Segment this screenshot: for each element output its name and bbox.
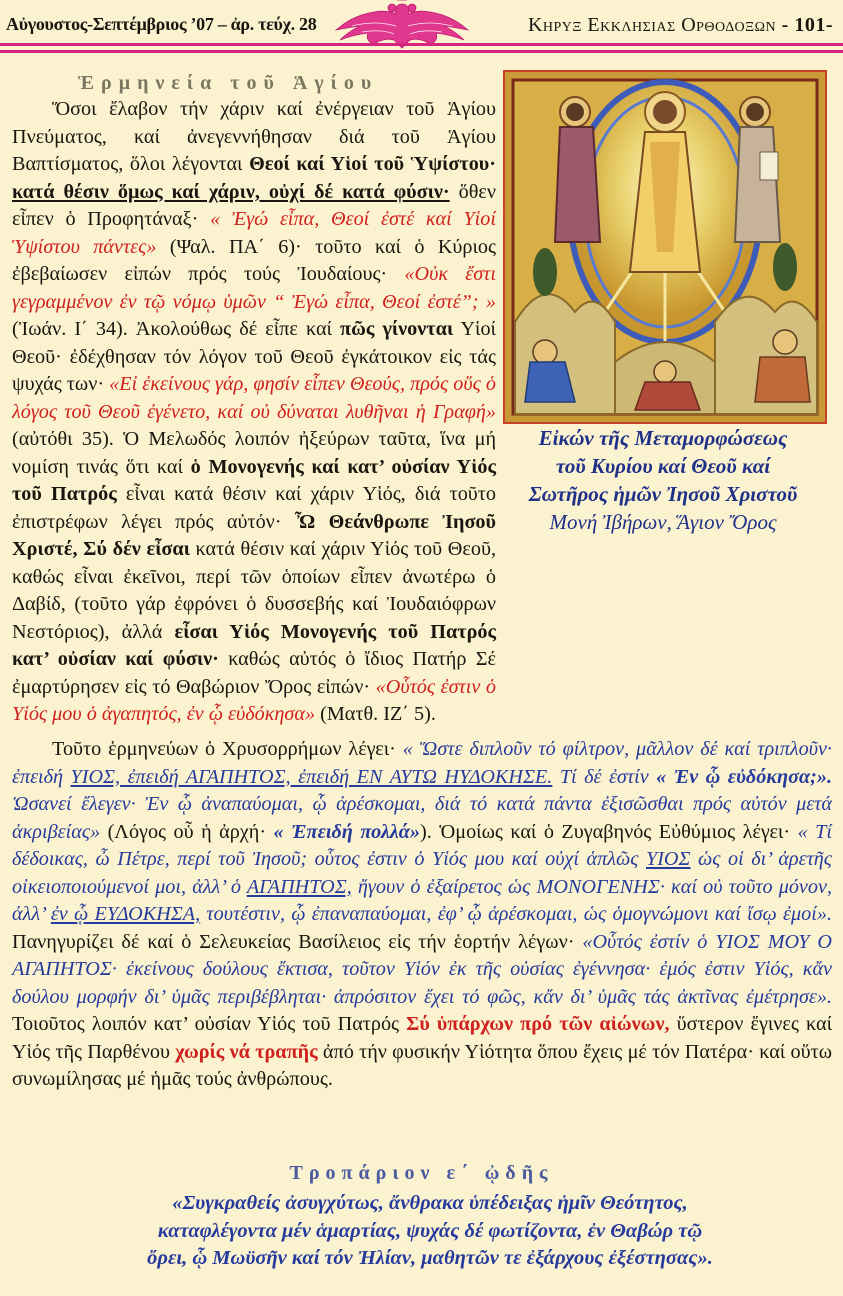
icon-caption	[510, 424, 816, 536]
paragraph-2-column	[12, 736, 832, 1094]
header-rule-lower	[0, 50, 843, 53]
troparion-line-3: ὄρει, ᾧ Μωϋσῆν καί τόν Ἠλίαν, μαθητῶν τε ἐξάρχους ἐξέστησας».	[147, 1247, 713, 1269]
page-header	[0, 0, 843, 52]
page-number: - 101-	[781, 14, 833, 36]
caption-line-2: τοῦ Κυρίου καί Θεοῦ καί	[555, 454, 771, 478]
troparion-line-1: «Συγκραθείς ἀσυγχύτως, ἄνθρακα ὑπέδειξας ἡμῖν Θεότητος,	[172, 1192, 688, 1214]
paragraph-1-column	[12, 96, 496, 729]
caption-line-1: Εἰκών τῆς Μεταμορφώσεως	[538, 426, 788, 450]
issue-info: Αὐγουστος-Σεπτέμβριος ’07 – ἀρ. τεύχ. 28	[6, 14, 317, 34]
journal-title: Κηρυξ Εκκλησιας Ορθοδοξων - 101-	[527, 14, 833, 36]
caption-line-3: Σωτῆρος ἡμῶν Ἰησοῦ Χριστοῦ	[528, 482, 798, 506]
section-title: Ἑρμηνεία τοῦ Ἁγίου	[78, 72, 379, 94]
paragraph-2: Τοῦτο ἑρμηνεύων ὁ Χρυσορρήμων λέγει· « Ὥστε διπλοῦν τό φίλτρον, μᾶλλον δέ καί τριπλοῦν· ἐπειδή ΥΙΟΣ, ἐπειδή ΑΓΑΠΗΤΟΣ, ἐπειδή ΕΝ ΑΥΤΩ ΗΥΔΟΚΗΣΕ. Τί δέ ἐστίν « Ἐν ᾧ εὐδόκησα;». Ὡσανεί ἔλεγεν· Ἐν ᾧ ἀναπαύομαι, ᾧ ἀρέσκομαι, διά τό κατά πάντα ἐξισῶσθαι πρός αὐτόν μετά ἀκριβείας» (Λόγος οὗ ἡ ἀρχή· « Ἐπειδή πολλά»). Ὁμοίως καί ὁ Ζυγαβηνός Εὐθύμιος λέγει· « Τί δέδοικας, ὦ Πέτρε, περί τοῦ Ἰησοῦ; οὗτος ἐστιν ὁ Υἱός μου καί οὐχί ἁπλῶς ΥΙΟΣ ὡς οἱ δι’ ἀρετῆς οἰκειοποιούμενοί μοι, ἀλλ’ ὁ ΑΓΑΠΗΤΟΣ, ἤγουν ὁ ἐξαίρετος ὡς ΜΟΝΟΓΕΝΗΣ· καί οὐ τοῦτο μόνον, ἀλλ’ ἐν ᾧ ΕΥΔΟΚΗΣΑ, τουτέστιν, ᾧ ἐπαναπαύομαι, ἐφ’ ᾧ ἀρέσκομαι, ὡς ὁμογνώμονι καί ἴσῳ ἐμοί». Πανηγυρίζει δέ καί ὁ Σελευκείας Βασίλειος εἰς τήν ἑορτήν λέγων· «Οὗτός ἐστίν ὁ ΥΙΟΣ ΜΟΥ Ο ΑΓΑΠΗΤΟΣ· ἐκείνους δούλους ἔκτισα, τοῦτον Υἱόν ἐκ τῆς οὐσίας ἐγέννησα· ἐμός ἐστιν Υἱός, κἄν δούλου μορφήν δι’ ὑμᾶς περιβέβληται· ἀπρόσιτον ἔχει τό φῶς, κἄν δι’ ὑμᾶς τάς ἀκτῖνας ἐμέτρησε». Τοιοῦτος λοιπόν κατ’ οὐσίαν Υἱός τοῦ Πατρός Σύ ὑπάρχων πρό τῶν αἰώνων, ὕστερον ἔγινες καί Υἱός τῆς Παρθένου χωρίς νά τραπῆς ἀπό τήν φυσικήν Υἱότητα ὅπου ἔχεις μέ τόν Πατέρα· καί οὕτω συνωμίλησας μέ ἡμᾶς τούς ἀνθρώπους.	[12, 738, 833, 1090]
caption-line-4: Μονή Ἰβήρων, Ἅγιον Ὄρος	[549, 510, 777, 534]
transfiguration-icon-image	[503, 70, 827, 424]
troparion-title: Τροπάριον ε΄ ᾠδῆς	[289, 1162, 554, 1184]
paragraph-1: Ὅσοι ἔλαβον τήν χάριν καί ἐνέργειαν τοῦ Ἁγίου Πνεύματος, καί ἀνεγεννήθησαν διά τοῦ Ἁγίου Βαπτίσματος, ὅλοι λέγονται Θεοί καί Υἱοί τοῦ Ὑψίστου· κατά θέσιν ὅμως καί χάριν, οὐχί δέ κατά φύσιν· ὅθεν εἶπεν ὁ Προφητάναξ· « Ἐγώ εἶπα, Θεοί ἐστέ καί Υἱοί Ὑψίστου πάντες» (Ψαλ. ΠΑ΄ 6)· τοῦτο καί ὁ Κύριος ἐβεβαίωσεν εἰπών πρός τούς Ἰουδαίους· «Οὐκ ἔστι γεγραμμένον ἐν τῷ νόμῳ ὑμῶν “ Ἐγώ εἶπα, Θεοί ἐστέ”; » (Ἰωάν. Ι΄ 34). Ἀκολούθως δέ εἶπε καί πῶς γίνονται Υἱοί Θεοῦ· ἐδέχθησαν τόν λόγον τοῦ Θεοῦ ἐγκάτοικον εἰς τάς ψυχάς των· «Εἰ ἐκείνους γάρ, φησίν εἶπεν Θεούς, πρός οὕς ὁ λόγος τοῦ Θεοῦ ἐγένετο, καί οὐ δύναται λυθῆναι ἡ Γραφή» (αὐτόθι 35). Ὁ Μελωδός λοιπόν ἠξεύρων ταῦτα, ἵνα μή νομίση τινάς ὅτι καί ὁ Μονογενής καί κατ’ οὐσίαν Υἱός τοῦ Πατρός εἶναι κατά θέσιν καί χάριν Υἱός, διά τοῦτο ἐπιστρέφων λέγει πρός αὐτόν· Ὦ Θεάνθρωπε Ἰησοῦ Χριστέ, Σύ δέν εἶσαι κατά θέσιν καί χάριν Υἱός τοῦ Θεοῦ, καθώς εἶναι ἐκεῖνοι, περί τῶν ὁποίων εἶπεν ἀνωτέρω ὁ Δαβίδ, (τοῦτο γάρ ἐφρόνει ὁ δυσσεβής καί Ἰουδαιόφρων Νεστόριος), ἀλλά εἶσαι Υἱός Μονογενής τοῦ Πατρός κατ’ οὐσίαν καί φύσιν· καθώς αὐτός ὁ ἴδιος Πατήρ Σέ ἐμαρτύρησεν εἰς τό Θαβώριον Ὄρος εἰπών· «Οὗτός ἐστιν ὁ Υἱός μου ὁ ἀγαπητός, ἐν ᾧ εὐδόκησα» (Ματθ. ΙΖ΄ 5).	[12, 98, 497, 725]
transfiguration-icon	[505, 72, 825, 422]
troparion-line-2: καταφλέγοντα μέν ἁμαρτίας, ψυχάς δέ φωτίζοντα, ἐν Θαβώρ τῷ	[157, 1219, 703, 1242]
troparion-text	[70, 1190, 790, 1273]
header-rule	[0, 43, 843, 46]
